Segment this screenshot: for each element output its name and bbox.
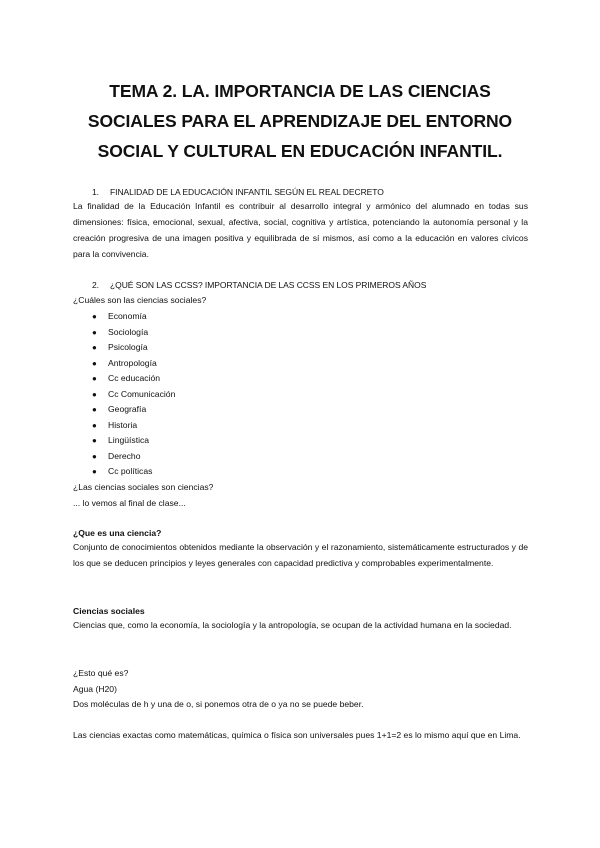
list-item: ● Psicología bbox=[92, 340, 175, 356]
list-item: ● Geografía bbox=[92, 402, 175, 418]
list-item: ● Sociología bbox=[92, 325, 175, 341]
section-2-question-2: ¿Las ciencias sociales son ciencias? bbox=[73, 482, 214, 492]
list-item: ● Antropología bbox=[92, 356, 175, 372]
list-item: ● Historia bbox=[92, 418, 175, 434]
section-2-question: ¿Cuáles son las ciencias sociales? bbox=[73, 295, 207, 305]
title-line-2: SOCIALES PARA EL APRENDIZAJE DEL ENTORNO bbox=[87, 111, 513, 131]
esto-line-1: Agua (H20) bbox=[73, 684, 117, 694]
section-1-heading-text: FINALIDAD DE LA EDUCACIÓN INFANTIL SEGÚN EL REAL DECRETO bbox=[110, 187, 384, 197]
bullet-icon: ● bbox=[92, 389, 97, 399]
social-sciences-list bbox=[92, 309, 175, 480]
title-line-3: SOCIAL Y CULTURAL EN EDUCACIÓN INFANTIL. bbox=[97, 141, 503, 161]
title-line-1: TEMA 2. LA. IMPORTANCIA DE LAS CIENCIAS bbox=[109, 81, 491, 101]
bullet-icon: ● bbox=[92, 451, 97, 461]
ciencias-sociales-heading: Ciencias sociales bbox=[73, 606, 145, 616]
list-item: ● Lingüística bbox=[92, 433, 175, 449]
ciencia-heading: ¿Que es una ciencia? bbox=[73, 528, 162, 538]
list-item: ● Derecho bbox=[92, 449, 175, 465]
ciencias-sociales-body: Ciencias que, como la economía, la sociología y la antropología, se ocupan de la actividad humana en la sociedad. bbox=[73, 620, 512, 630]
bullet-icon: ● bbox=[92, 343, 97, 352]
esto-line-2: Dos moléculas de h y una de o, si ponemos otra de o ya no se puede beber. bbox=[73, 699, 364, 709]
section-2-answer-2: ... lo vemos al final de clase... bbox=[73, 498, 186, 508]
bullet-icon: ● bbox=[92, 436, 97, 445]
bullet-icon: ● bbox=[92, 374, 97, 383]
section-2-heading bbox=[92, 279, 426, 291]
section-1-body: La finalidad de la Educación Infantil es contribuir al desarrollo integral y armónico del alumnado en todas sus dimensiones: física, emocional, sexual, afectiva, social, cognitiva y artística, potenciando la autonomía personal y la creación progresiva de una imagen positiva y equilibrada de sí mismos, así como a la educación en valores cívicos para la convivencia. bbox=[73, 201, 528, 259]
esto-question: ¿Esto qué es? bbox=[73, 668, 129, 678]
bullet-icon: ● bbox=[92, 327, 97, 337]
bullet-icon: ● bbox=[92, 358, 97, 368]
bullet-icon: ● bbox=[92, 420, 97, 430]
bullet-icon: ● bbox=[92, 405, 97, 414]
page-title bbox=[60, 76, 540, 166]
list-item: ● Economía bbox=[92, 309, 175, 325]
section-2-heading-text: ¿QUÉ SON LAS CCSS? IMPORTANCIA DE LAS CCSS EN LOS PRIMEROS AÑOS bbox=[110, 280, 427, 290]
list-item: ● Cc Comunicación bbox=[92, 387, 175, 403]
section-2-number: 2. bbox=[92, 280, 99, 290]
bullet-icon: ● bbox=[92, 467, 97, 476]
list-item: ● Cc políticas bbox=[92, 464, 175, 480]
list-item: ● Cc educación bbox=[92, 371, 175, 387]
section-1-heading bbox=[92, 186, 384, 198]
ciencia-body: Conjunto de conocimientos obtenidos mediante la observación y el razonamiento, sistemáticamente estructurados y de los que se deducen principios y leyes generales con capacidad predictiva y comprobables experimentalmente. bbox=[73, 542, 528, 568]
exactas-body: Las ciencias exactas como matemáticas, química o física son universales pues 1+1=2 es lo mismo aquí que en Lima. bbox=[73, 730, 521, 740]
section-1-number: 1. bbox=[92, 187, 99, 197]
bullet-icon: ● bbox=[92, 312, 97, 321]
